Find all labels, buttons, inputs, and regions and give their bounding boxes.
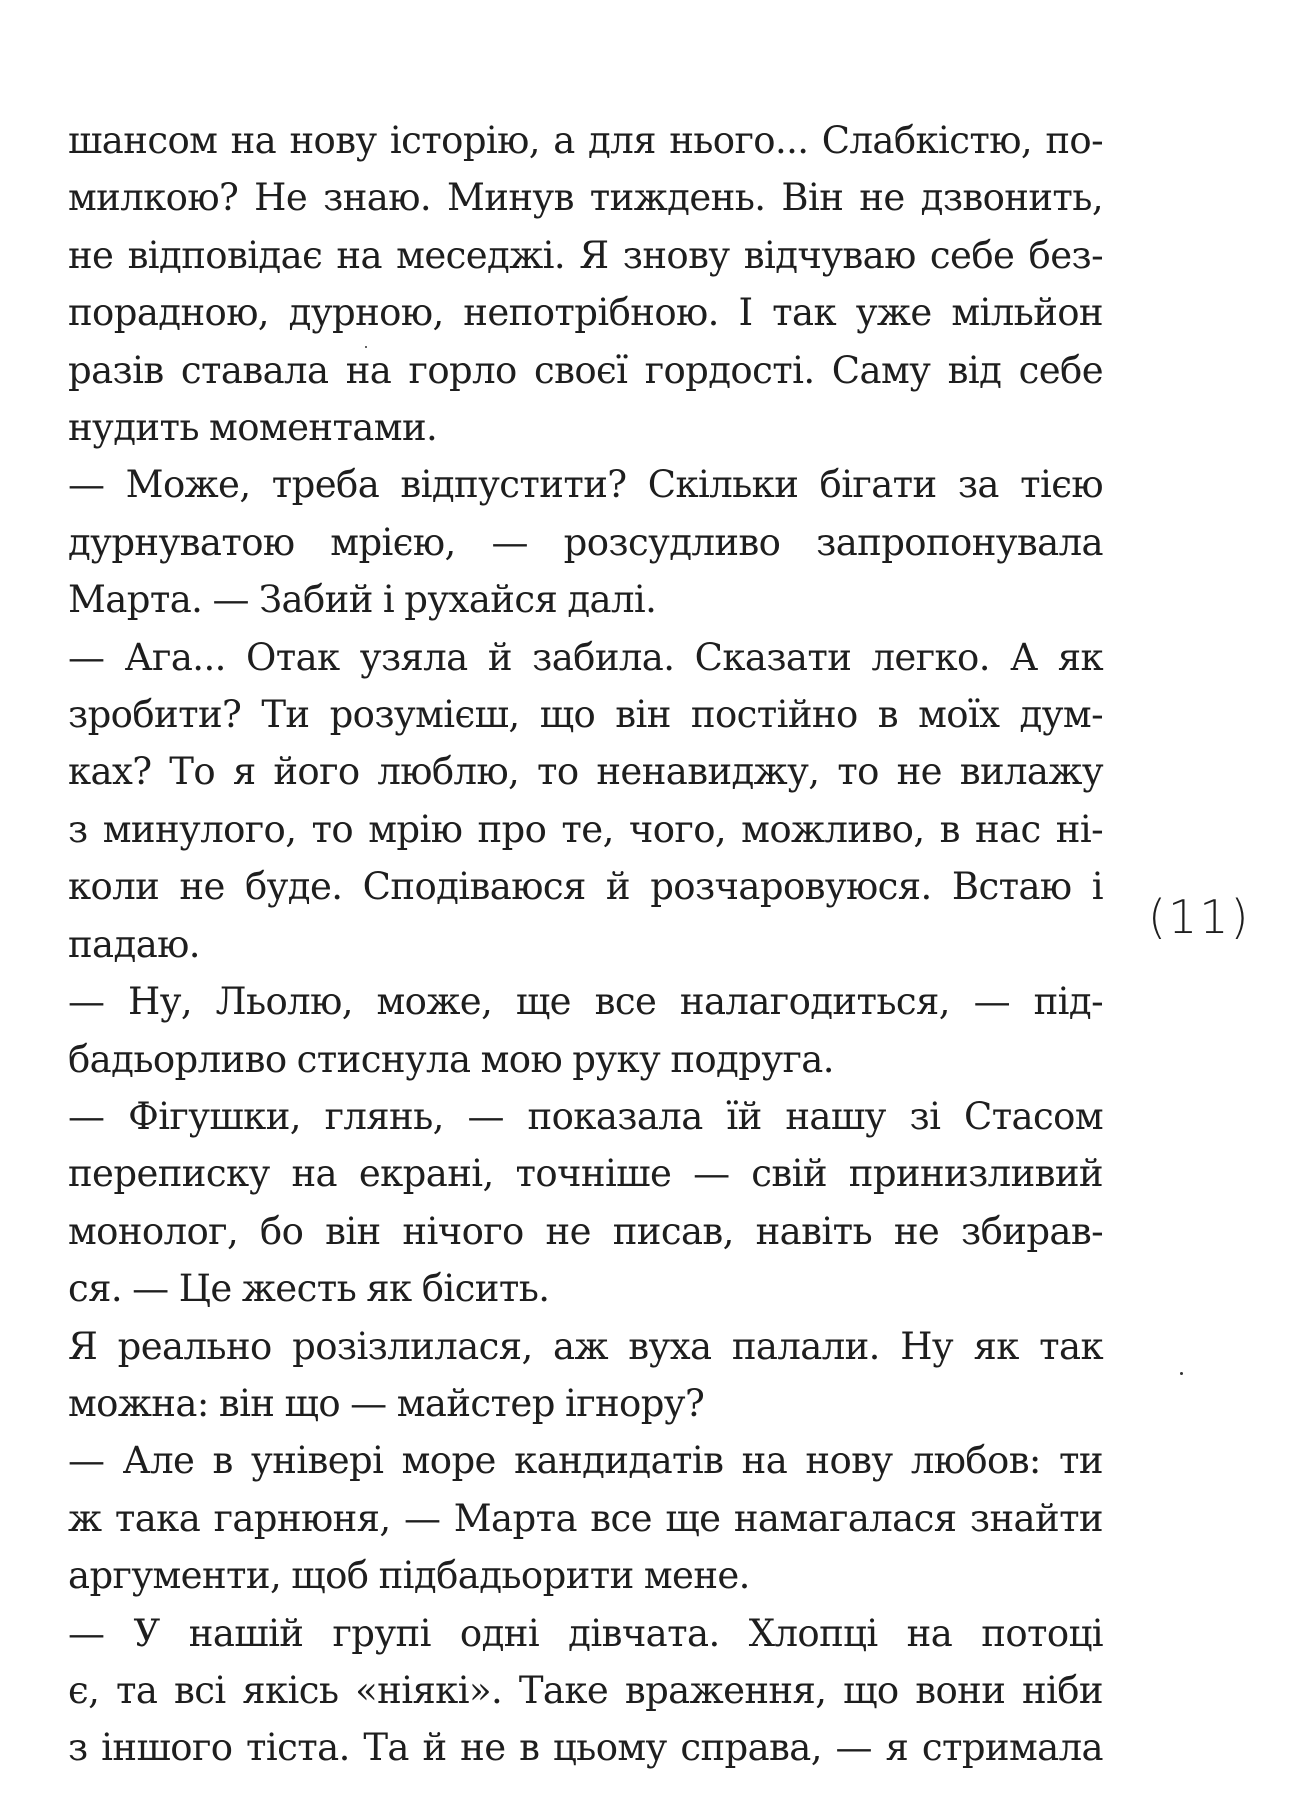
text-line: — Ну, Льолю, може, ще все налагодиться, — під-	[68, 980, 1103, 1024]
text-line: з іншого тіста. Та й не в цьому справа, — я стримала	[68, 1726, 1103, 1770]
text-line: нудить моментами.	[68, 406, 438, 450]
text-line: ж така гарнюня, — Марта все ще намагалася знайти	[68, 1496, 1103, 1540]
text-line: Я реально розізлилася, аж вуха палали. Ну як так	[68, 1324, 1103, 1368]
text-line: з минулого, то мрію про те, чого, можливо, в нас ні-	[68, 807, 1103, 851]
scan-speck	[1180, 1372, 1183, 1375]
text-line: шансом на нову історію, а для нього... Слабкістю, по-	[68, 119, 1103, 162]
text-line: можна: він що — майстер ігнору?	[68, 1381, 705, 1425]
text-line: падаю.	[68, 922, 200, 966]
text-line: монолог, бо він нічого не писав, навіть не збирав-	[68, 1209, 1103, 1253]
text-line: разів ставала на горло своєї гордості. Саму від себе	[68, 348, 1103, 392]
text-line: — Але в універі море кандидатів на нову любов: ти	[68, 1439, 1103, 1483]
scan-speck	[365, 346, 367, 348]
text-line: Марта. — Забий і рухайся далі.	[68, 578, 657, 622]
text-line: — Фігушки, глянь, — показала їй нашу зі Стасом	[68, 1094, 1103, 1138]
text-line: аргументи, щоб підбадьорити мене.	[68, 1554, 750, 1598]
body-text	[68, 112, 1103, 1777]
text-line: зробити? Ти розумієш, що він постійно в моїх дум-	[68, 693, 1103, 737]
text-line: дурнуватою мрією, — розсудливо запропонувала	[68, 520, 1103, 564]
text-line: порадною, дурною, непотрібною. І так уже мільйон	[68, 291, 1103, 335]
text-line: бадьорливо стиснула мою руку подруга.	[68, 1037, 834, 1081]
text-line: милкою? Не знаю. Минув тиждень. Він не дзвонить,	[68, 176, 1103, 220]
text-line: є, та всі якісь «ніякі». Таке враження, що вони ніби	[68, 1668, 1103, 1712]
page-number: (11)	[1148, 890, 1251, 944]
text-line: коли не буде. Сподіваюся й розчаровуюся. Встаю і	[68, 865, 1103, 909]
text-line: — У нашій групі одні дівчата. Хлопці на потоці	[68, 1611, 1103, 1655]
text-line: ся. — Це жесть як бісить.	[68, 1267, 550, 1311]
text-line: — Може, треба відпустити? Скільки бігати за тією	[68, 463, 1103, 507]
text-line: — Ага... Отак узяла й забила. Сказати легко. А як	[68, 635, 1103, 679]
text-line: переписку на екрані, точніше — свій принизливий	[68, 1152, 1103, 1196]
text-line: не відповідає на меседжі. Я знову відчуваю себе без-	[68, 233, 1103, 277]
text-line: ках? То я його люблю, то ненавиджу, то не вилажу	[68, 750, 1103, 794]
